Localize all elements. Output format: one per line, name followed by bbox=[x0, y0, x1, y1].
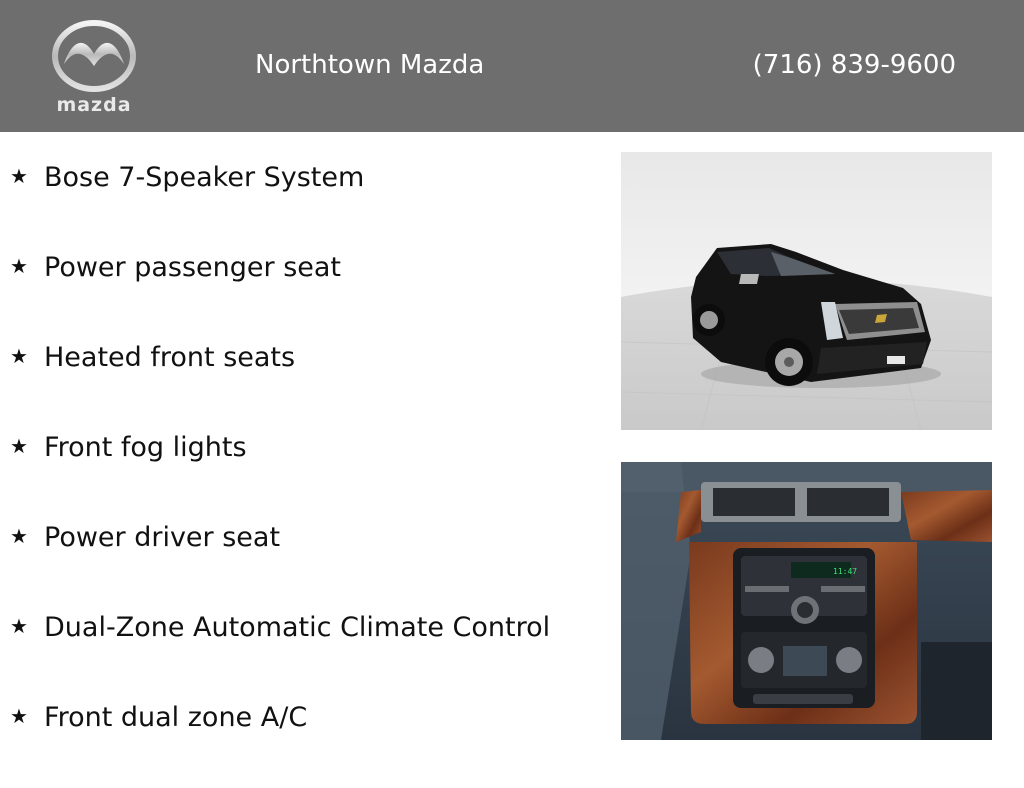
star-icon: ★ bbox=[10, 614, 28, 638]
feature-item bbox=[10, 248, 600, 338]
mazda-emblem-icon bbox=[50, 18, 138, 94]
feature-item bbox=[10, 428, 600, 518]
feature-item bbox=[10, 518, 600, 608]
mazda-logo bbox=[38, 16, 150, 116]
star-icon: ★ bbox=[10, 254, 28, 278]
star-icon: ★ bbox=[10, 434, 28, 458]
feature-item bbox=[10, 698, 600, 788]
dealer-name: Northtown Mazda bbox=[255, 50, 485, 80]
star-icon: ★ bbox=[10, 344, 28, 368]
star-icon: ★ bbox=[10, 704, 28, 728]
feature-label: Heated front seats bbox=[44, 342, 296, 373]
feature-label: Bose 7-Speaker System bbox=[44, 162, 365, 193]
radio-clock: 11:47 bbox=[833, 567, 858, 576]
vehicle-dashboard-photo bbox=[621, 462, 992, 740]
feature-label: Power passenger seat bbox=[44, 252, 341, 283]
feature-label: Front dual zone A/C bbox=[44, 702, 308, 733]
feature-label: Dual-Zone Automatic Climate Control bbox=[44, 612, 551, 643]
vehicle-exterior-photo bbox=[621, 152, 992, 430]
feature-list bbox=[10, 158, 600, 788]
star-icon: ★ bbox=[10, 524, 28, 548]
feature-label: Power driver seat bbox=[44, 522, 281, 553]
star-icon: ★ bbox=[10, 164, 28, 188]
mazda-wordmark: mazda bbox=[56, 94, 132, 116]
feature-label: Front fog lights bbox=[44, 432, 247, 463]
feature-item bbox=[10, 158, 600, 248]
dealer-phone: (716) 839-9600 bbox=[752, 50, 956, 80]
feature-item bbox=[10, 338, 600, 428]
header-banner bbox=[0, 0, 1024, 132]
feature-item bbox=[10, 608, 600, 698]
